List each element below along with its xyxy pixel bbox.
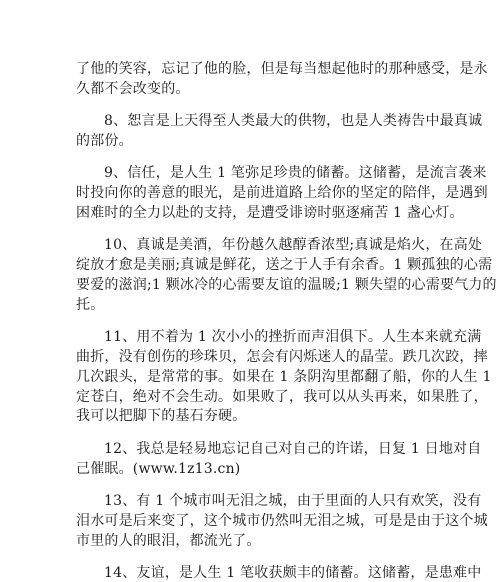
text-line: 13、有 1 个城市叫无泪之城，由于里面的人只有欢笑，没有 [104,493,482,509]
text-line: 绽放才愈是美丽;真诚是鲜花，送之于人手有余香。1 颗孤独的心需 [76,257,493,274]
text-line: 8、恕言是上天得至人类最大的供物，也是人类祷告中最真诚 [104,113,483,130]
text-line: 14、友谊，是人生 1 笔收获颇丰的储蓄。这储蓄，是患难中 [104,565,482,581]
text-line: 几次跟头，是常常的事。如果在 1 条阴沟里都翻了船，你的人生 1 [76,368,492,385]
text-line: 12、我总是轻易地忘记自己对自己的许诺，日复 1 日地对自 [104,440,482,457]
text-line: 曲折，没有创伤的珍珠贝，怎会有闪烁迷人的晶莹。跌几次跤，摔 [76,349,488,365]
text-line: 10、真诚是美酒，年份越久越醇香浓型;真诚是焰火，在高处 [104,237,483,254]
text-line: 定苍白，绝对不会生动。如果败了，我可以从头再来，如果胜了， [76,388,488,405]
text-line: 了他的笑容，忘记了他的脸，但是每当想起他时的那种感受，是永 [76,61,488,77]
text-line: 泪水可是后来变了，这个城市仍然叫无泪之城，可是是由于这个城 [76,512,488,529]
text-line: 久都不会改变的。 [76,80,190,97]
text-line: 9、信任，是人生 1 笔弥足珍贵的储蓄。这储蓄，是流言袭来 [104,165,487,182]
text-line: 要爱的滋润;1 颗冰冷的心需要友谊的温暖;1 颗失望的心需要气力的 [76,277,497,293]
text-line: 我可以把脚下的基石夯硬。 [76,408,247,425]
text-line: 11、用不着为 1 次小小的挫折而声泪俱下。人生本来就充满 [104,329,482,346]
text-line: 困难时的全力以赴的支持，是遭受诽谤时驱逐痛苦 1 盏心灯。 [76,205,464,221]
text-line: 托。 [76,296,105,313]
text-line: 时投向你的善意的眼光，是前进道路上给你的坚定的陪伴，是遇到 [76,185,488,202]
text-line: 己催眠。(www.1z13.cn) [76,460,241,477]
text-line: 市里的人的眼泪，都流光了。 [76,532,261,549]
text-line: 的部份。 [76,133,133,149]
